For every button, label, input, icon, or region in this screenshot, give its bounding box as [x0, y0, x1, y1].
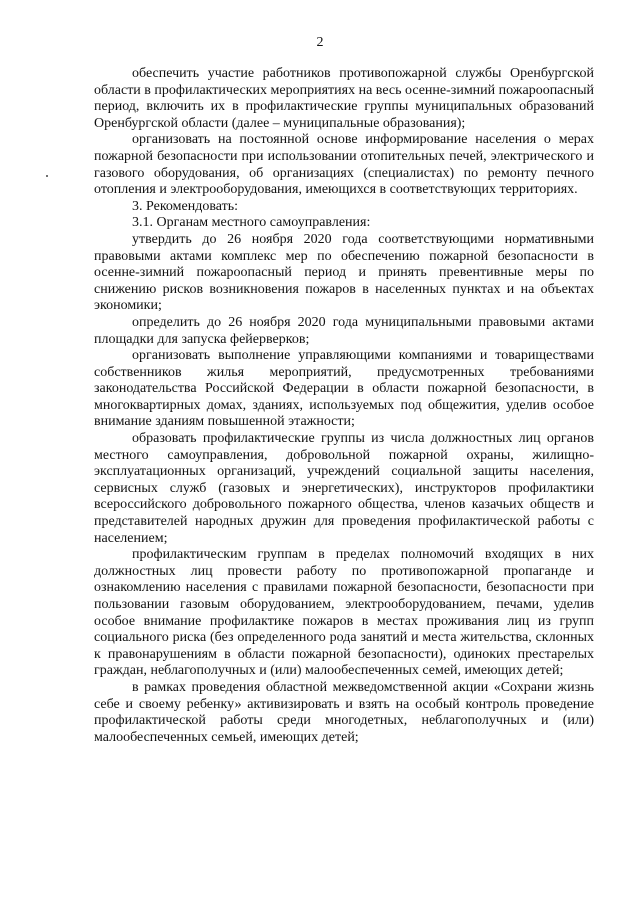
- paragraph-9: профилактическим группам в пределах полномочий входящих в них должностных лиц провести работу по противопожарной пропаганде и ознакомлению населения с правилами пожарной безопасности, безопасности при пользовании газовым оборудованием, электрооборудованием, печами, уделив особое внимание профилактике пожаров в местах проживания лиц из групп социального риска (без определенного рода занятий и места жительства, склонных к правонарушениям в области пожарной безопасности), одиноких престарелых граждан, неблагополучных и (или) малообеспеченных семей, имеющих детей;: [94, 547, 594, 679]
- paragraph-1: обеспечить участие работников противопожарной службы Оренбургской области в профилактических мероприятиях на весь осенне-зимний пожароопасный период, включить их в профилактические группы муниципальных образований Оренбургской области (далее – муниципальные образования);: [94, 66, 594, 131]
- paragraph-5: утвердить до 26 ноября 2020 года соответствующими нормативными правовыми актами комплекс мер по обеспечению пожарной безопасности в осенне-зимний пожароопасный период и принять превентивные меры по снижению рисков возникновения пожаров в населенных пунктах и на объектах экономики;: [94, 231, 594, 314]
- paragraph-7: организовать выполнение управляющими компаниями и товариществами собственников жилья мероприятий, предусмотренных требованиями законодательства Российской Федерации в области пожарной безопасности, в многоквартирных домах, зданиях, используемых под общежития, уделив особое внимание зданиям повышенной этажности;: [94, 348, 594, 430]
- paragraph-4: 3.1. Органам местного самоуправления:: [132, 215, 371, 231]
- paragraph-10: в рамках проведения областной межведомственной акции «Сохрани жизнь себе и своему ребенку» активизировать и взять на особый контроль проведение профилактической работы среди многодетных, неблагополучных и (или) малообеспеченных семьей, имеющих детей;: [94, 679, 594, 745]
- paragraph-3: 3. Рекомендовать:: [132, 198, 238, 214]
- paragraph-8: образовать профилактические группы из числа должностных лиц органов местного самоуправления, добровольной пожарной охраны, жилищно-эксплуатационных организаций, учреждений социальной защиты населения, сервисных служб (газовых и энергетических), инструкторов профилактики всероссийского добровольного пожарного общества, членов казачьих обществ и представителей народных дружин для проведения профилактической работы с населением;: [94, 431, 594, 546]
- margin-dot-mark: [46, 175, 48, 177]
- page-number: 2: [316, 35, 324, 50]
- document-body: [94, 66, 594, 746]
- paragraph-6: определить до 26 ноября 2020 года муниципальными правовыми актами площадки для запуска фейерверков;: [94, 314, 594, 347]
- paragraph-2: организовать на постоянной основе информирование населения о мерах пожарной безопасности при использовании отопительных печей, электрического и газового оборудования, об организациях (специалистах) по ремонту печного отопления и электрооборудования, имеющихся в соответствующих территориях.: [94, 132, 594, 198]
